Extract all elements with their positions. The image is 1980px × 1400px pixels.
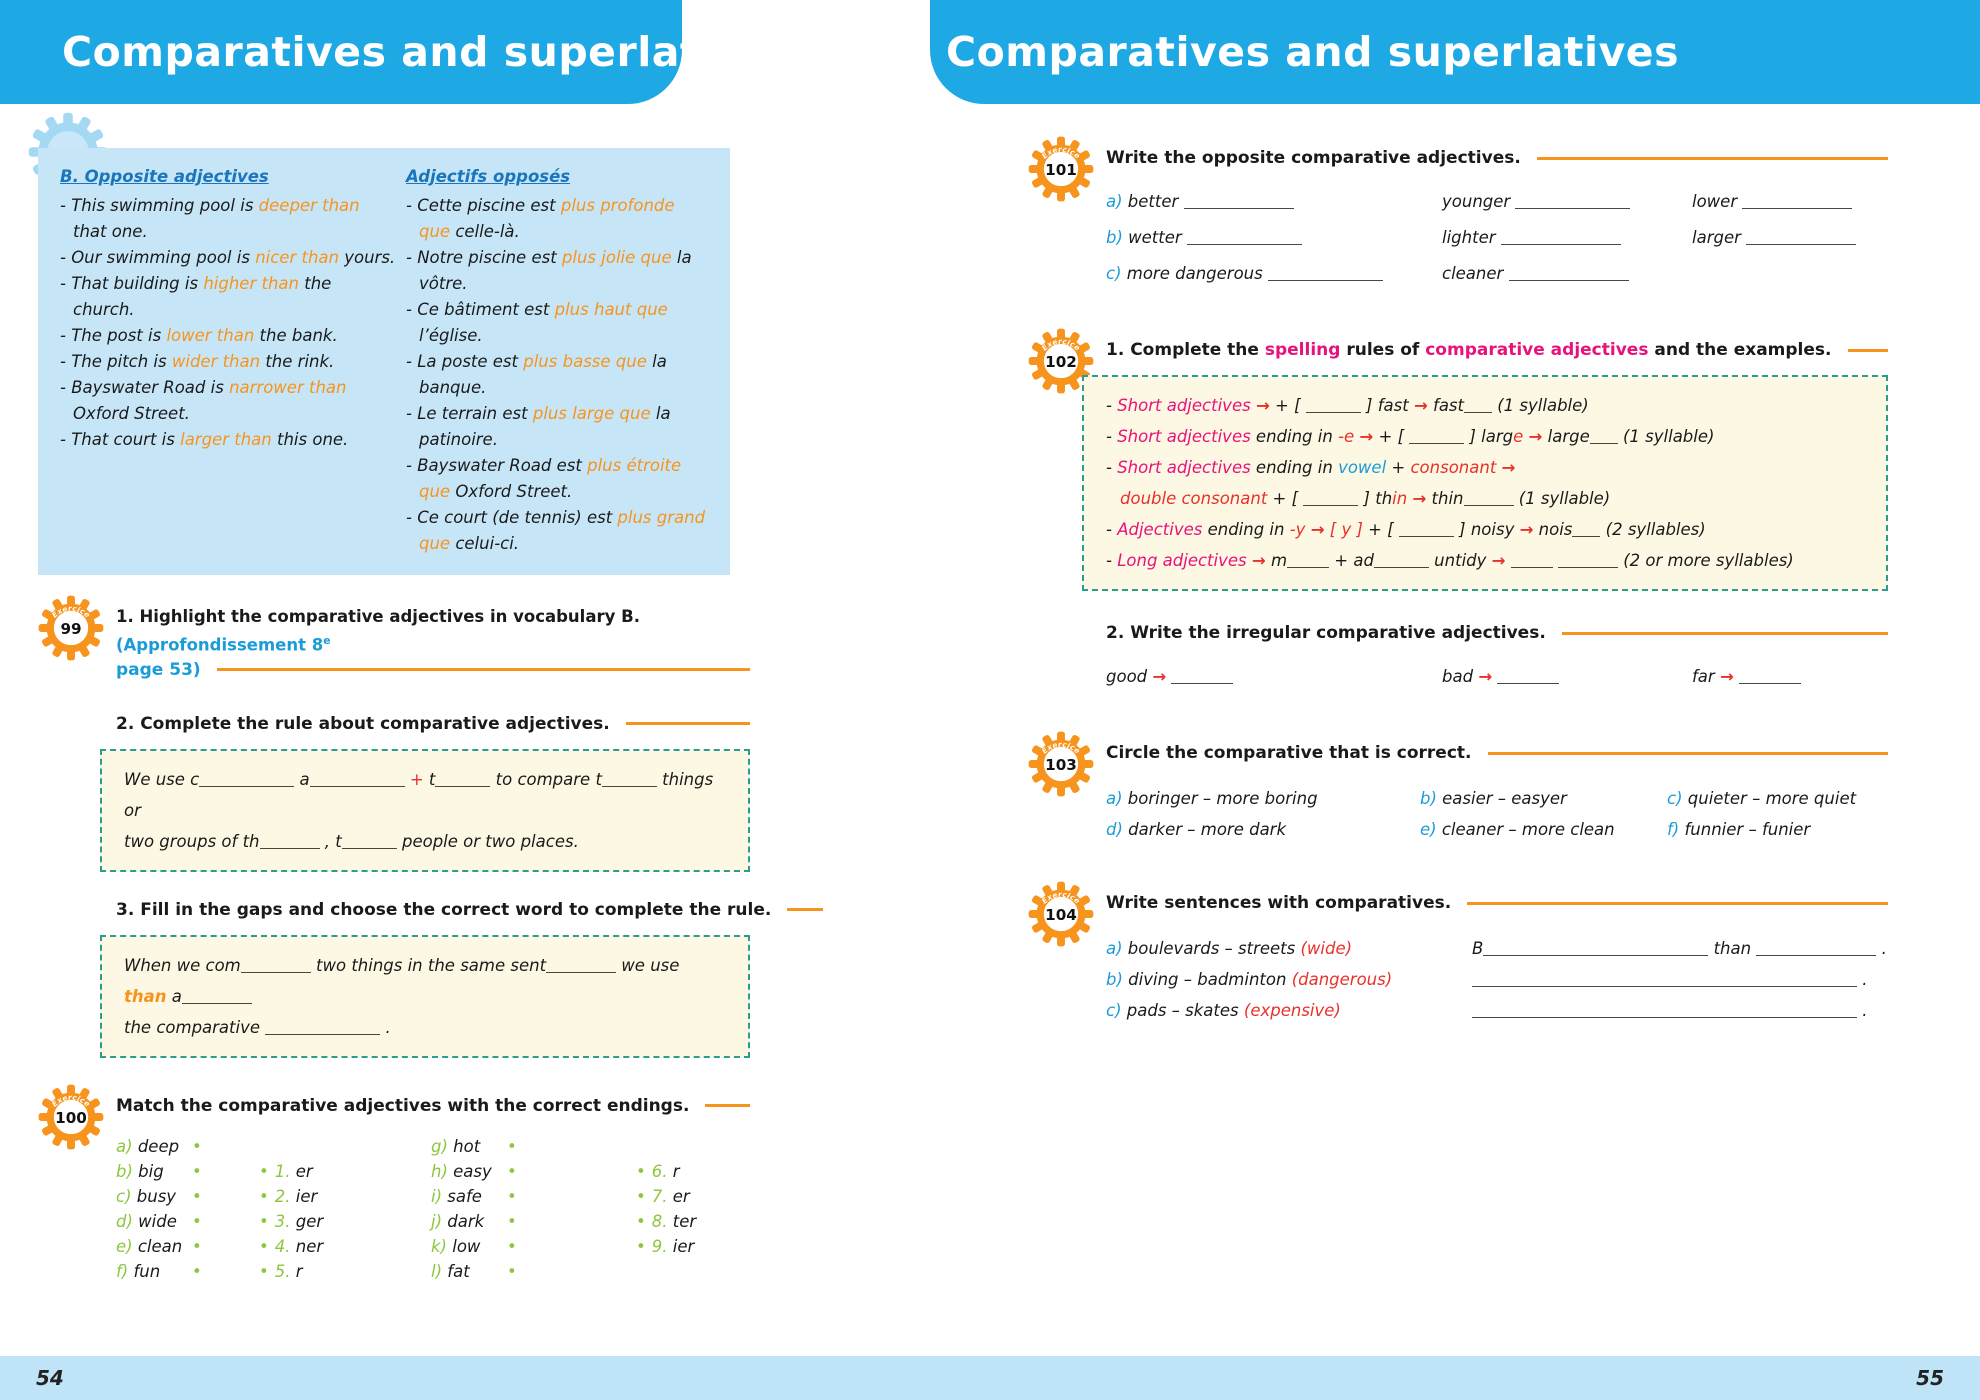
vocab-item: - Notre piscine est plus jolie que la vôtre. [406, 248, 697, 293]
match-word: h) easy • [431, 1159, 636, 1184]
vocab-item: - Cette piscine est plus profonde que celle-là. [406, 196, 680, 241]
svg-text:Exercice: Exercice [49, 603, 93, 620]
fill-in-blank [1739, 670, 1801, 684]
spelling-rule-line: double consonant + [ ] thin → thin (1 syllable) [1120, 489, 1611, 508]
vocab-title-english: B. Opposite adjectives [60, 167, 269, 186]
gear-icon [38, 1084, 104, 1150]
fill-in-blank [1590, 430, 1618, 444]
ex100-title: Match the comparative adjectives with the correct endings. [116, 1094, 750, 1118]
ex99-q2-rule-box [100, 749, 750, 872]
fill-in-blank [199, 773, 294, 787]
exercise-badge-99 [38, 595, 104, 1058]
ex103-title: Circle the comparative that is correct. [1106, 741, 1888, 765]
title-underline [1848, 349, 1889, 352]
fill-in-blank [1483, 942, 1708, 956]
match-dot: • [192, 1161, 202, 1181]
match-word: l) fat • [431, 1259, 636, 1284]
match-ending: • 5. r [259, 1261, 303, 1281]
exercise-100 [38, 1094, 750, 1284]
fill-in-blank [546, 959, 616, 973]
gear-icon [1028, 136, 1094, 202]
ex101-row: b) wetter lighter larger [1106, 220, 1888, 256]
fill-in-blank [1472, 973, 1857, 987]
fill-in-blank [1399, 523, 1454, 537]
match-word: d) wide • [116, 1209, 259, 1234]
svg-text:102: 102 [1045, 352, 1077, 371]
fill-in-blank [1464, 399, 1492, 413]
match-dot: • [192, 1261, 202, 1281]
vocab-item: - Ce bâtiment est plus haut que l’église. [406, 300, 674, 345]
page-title-right: Comparatives and superlatives [946, 28, 1680, 76]
vocab-item: - Le terrain est plus large que la patinoire. [406, 404, 676, 449]
exercise-101 [1028, 146, 1888, 292]
ex101-row: c) more dangerous cleaner [1106, 256, 1888, 292]
spelling-rule-line: - Short adjectives ending in -e → + [ ] large → large (1 syllable) [1106, 427, 1715, 446]
ex104-row: b) diving – badminton (dangerous) . [1106, 970, 1868, 989]
fill-in-blank [1303, 492, 1358, 506]
match-word: c) busy • [116, 1184, 259, 1209]
match-word: j) dark • [431, 1209, 636, 1234]
ex102-sub2-title: 2. Write the irregular comparative adjectives. [1106, 621, 1888, 645]
match-dot: • [507, 1186, 517, 1206]
ex101-title: Write the opposite comparative adjectives. [1106, 146, 1888, 170]
title-underline [626, 722, 750, 725]
match-dot: • [507, 1261, 517, 1281]
spelling-rule-line: - Long adjectives → m + ad untidy → (2 or more syllables) [1106, 551, 1794, 570]
match-word: k) low • [431, 1234, 636, 1259]
fill-in-blank [1515, 195, 1630, 209]
page-number-left: 54 [36, 1366, 64, 1390]
exercise-badge-104 [1028, 881, 1094, 1026]
header-banner-right [930, 0, 1980, 104]
fill-in-blank [1558, 554, 1618, 568]
fill-in-blank [1742, 195, 1852, 209]
match-word: g) hot • [431, 1134, 636, 1159]
svg-text:99: 99 [60, 619, 82, 638]
gear-icon [1028, 731, 1094, 797]
fill-in-blank [1472, 1004, 1857, 1018]
match-ending: • 7. er [636, 1186, 690, 1206]
vocab-item: - Bayswater Road est plus étroite que Oxford Street. [406, 456, 687, 501]
rule-line: two groups of th , t people or two places. [124, 831, 579, 851]
vocab-column-english [60, 164, 398, 557]
fill-in-blank [1171, 670, 1233, 684]
svg-text:Exercice: Exercice [1039, 144, 1083, 161]
page-number-right: 55 [1916, 1366, 1944, 1390]
match-dot: • [507, 1136, 517, 1156]
match-dot: • [507, 1236, 517, 1256]
exercise-104 [1028, 891, 1888, 1026]
match-ending: • 4. ner [259, 1236, 324, 1256]
fill-in-blank [435, 773, 490, 787]
vocab-item: - That court is larger than this one. [60, 430, 349, 449]
fill-in-blank [1464, 492, 1514, 506]
vocab-item: - Our swimming pool is nicer than yours. [60, 248, 396, 267]
fill-in-blank [310, 773, 405, 787]
fill-in-blank [342, 835, 397, 849]
fill-in-blank [1268, 267, 1383, 281]
match-dot: • [192, 1136, 202, 1156]
ex104-row: a) boulevards – streets (wide) B than . [1106, 939, 1887, 958]
fill-in-blank [1756, 942, 1876, 956]
exercise-badge-100 [38, 1084, 104, 1284]
match-ending: • 9. ier [636, 1236, 695, 1256]
svg-text:Exercice: Exercice [1039, 336, 1083, 353]
title-underline [1562, 632, 1888, 635]
match-ending: • 6. r [636, 1161, 680, 1181]
fill-in-blank [1509, 267, 1629, 281]
header-banner-left [0, 0, 796, 104]
match-dot: • [192, 1211, 202, 1231]
spelling-rule-line: - Adjectives ending in -y → [ y ] + [ ] noisy → nois (2 syllables) [1106, 520, 1706, 539]
footer-strip [0, 1356, 1980, 1400]
spelling-rule-line: - Short adjectives → + [ ] fast → fast (1 syllable) [1106, 396, 1589, 415]
rule-line: When we com two things in the same sent we use than a [124, 955, 685, 1006]
match-word: i) safe • [431, 1184, 636, 1209]
match-dot: • [507, 1161, 517, 1181]
match-ending: • 3. ger [259, 1211, 324, 1231]
right-page-content [1028, 146, 1888, 1026]
ex104-row: c) pads – skates (expensive) . [1106, 1001, 1868, 1020]
match-word: b) big • [116, 1159, 259, 1184]
svg-text:101: 101 [1045, 160, 1077, 179]
irregular-row: good → bad → far → [1106, 659, 1888, 695]
exercise-badge-103 [1028, 731, 1094, 845]
gear-icon [1028, 881, 1094, 947]
vocab-item: - That building is higher than the church. [60, 274, 337, 319]
svg-text:Exercice: Exercice [49, 1092, 93, 1109]
rule-line: We use c a + t to compare t things or [124, 769, 719, 820]
match-dot: • [507, 1211, 517, 1231]
svg-text:100: 100 [55, 1108, 87, 1127]
ex99-q3-rule-box [100, 935, 750, 1058]
exercise-103 [1028, 741, 1888, 845]
matching-grid [116, 1134, 750, 1284]
svg-text:104: 104 [1045, 905, 1077, 924]
ex103-row: d) darker – more dark e) cleaner – more clean f) funnier – funier [1106, 820, 1811, 839]
match-ending: • 2. ier [259, 1186, 318, 1206]
ex99-q3-title: 3. Fill in the gaps and choose the correct word to complete the rule. [116, 898, 750, 922]
vocab-item: - This swimming pool is deeper than that one. [60, 196, 365, 241]
fill-in-blank [1184, 195, 1294, 209]
title-underline [1467, 902, 1888, 905]
fill-in-blank [1187, 231, 1302, 245]
fill-in-blank [1511, 554, 1553, 568]
title-underline [1537, 157, 1888, 160]
fill-in-blank [1501, 231, 1621, 245]
match-word: a) deep • [116, 1134, 259, 1159]
ex104-title: Write sentences with comparatives. [1106, 891, 1888, 915]
page-title-left: Comparatives and superlatives [62, 28, 796, 76]
spelling-rules-box [1082, 375, 1888, 591]
match-word: f) fun • [116, 1259, 259, 1284]
svg-text:Exercice: Exercice [1039, 739, 1083, 756]
vocab-item: - Ce court (de tennis) est plus grand que celui-ci. [406, 508, 711, 553]
fill-in-blank [1572, 523, 1600, 537]
fill-in-blank [1374, 554, 1429, 568]
fill-in-blank [260, 835, 320, 849]
ex99-q1-line2: page 53) [116, 658, 750, 682]
vocab-title-french: Adjectifs opposés [406, 167, 571, 186]
fill-in-blank [1287, 554, 1329, 568]
fill-in-blank [1746, 231, 1856, 245]
spelling-rule-line: - Short adjectives ending in vowel + consonant → [1106, 458, 1516, 477]
match-word: e) clean • [116, 1234, 259, 1259]
fill-in-blank [241, 959, 311, 973]
title-underline [217, 668, 750, 671]
match-dot: • [192, 1236, 202, 1256]
match-ending: • 8. ter [636, 1211, 697, 1231]
left-page-content [38, 148, 772, 1284]
exercise-102 [1028, 338, 1888, 695]
rule-line: the comparative . [124, 1017, 391, 1037]
gear-icon [38, 595, 104, 661]
vocab-item: - Bayswater Road is narrower than Oxford Street. [60, 378, 352, 423]
fill-in-blank [1497, 670, 1559, 684]
fill-in-blank [182, 990, 252, 1004]
exercise-badge-101 [1028, 136, 1094, 292]
fill-in-blank [265, 1021, 380, 1035]
vocab-item: - The post is lower than the bank. [60, 326, 338, 345]
ex99-q1-line1: 1. Highlight the comparative adjectives in vocabulary B. (Approfondissement 8e [116, 607, 646, 655]
vocab-column-french [406, 164, 710, 557]
match-ending: • 1. er [259, 1161, 313, 1181]
ex102-title: 1. Complete the spelling rules of comparative adjectives and the examples. [1106, 338, 1888, 362]
svg-text:Exercice: Exercice [1039, 889, 1083, 906]
match-dot: • [192, 1186, 202, 1206]
title-underline [705, 1104, 750, 1107]
ex103-row: a) boringer – more boring b) easier – easyer c) quieter – more quiet [1106, 789, 1857, 808]
vocab-item: - The pitch is wider than the rink. [60, 352, 335, 371]
vocab-box [38, 148, 730, 575]
vocab-item: - La poste est plus basse que la banque. [406, 352, 673, 397]
fill-in-blank [1306, 399, 1361, 413]
fill-in-blank [1409, 430, 1464, 444]
svg-text:103: 103 [1045, 755, 1077, 774]
exercise-99 [38, 603, 772, 1058]
ex101-row: a) better younger lower [1106, 184, 1888, 220]
title-underline [1488, 752, 1889, 755]
ex99-q2-title: 2. Complete the rule about comparative adjectives. [116, 712, 750, 736]
fill-in-blank [602, 773, 657, 787]
title-underline [787, 908, 823, 911]
